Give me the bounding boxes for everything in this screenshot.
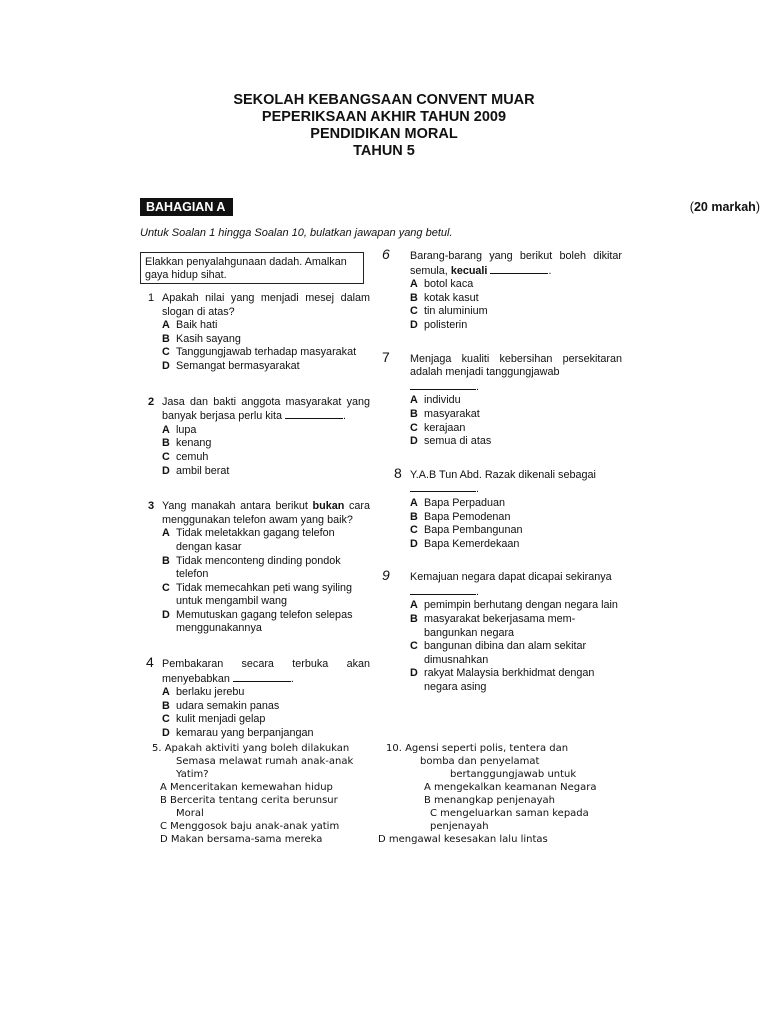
question-stem: Pembakaran secara terbuka akan menyebabkan .	[162, 658, 370, 685]
option-letter: A	[410, 496, 418, 509]
option-d	[410, 538, 622, 552]
option-a	[162, 527, 370, 554]
option-c	[162, 451, 370, 465]
option-b	[162, 700, 370, 714]
option: A mengekalkan keamanan Negara	[424, 782, 597, 793]
question-number: 2	[148, 395, 155, 408]
option-d	[162, 609, 370, 636]
option-d	[410, 435, 622, 449]
question-stem: Menjaga kualiti kebersihan persekitaran adalah menjadi tanggungjawab .	[410, 352, 622, 393]
option-text: Memutuskan gagang telefon selepas menggunakannya	[176, 608, 353, 635]
option-b	[162, 437, 370, 451]
right-column	[382, 246, 622, 695]
option-letter: B	[162, 437, 170, 450]
option-a	[162, 424, 370, 438]
option-b	[410, 511, 622, 525]
question-line: 10. Agensi seperti polis, tentera dan	[386, 743, 569, 754]
option-c	[162, 582, 370, 609]
option-text: Bapa Pembangunan	[424, 524, 523, 537]
option: C Menggosok baju anak-anak yatim	[160, 821, 340, 832]
option: C mengeluarkan saman kepada	[430, 808, 589, 819]
question-stem: Jasa dan bakti anggota masyarakat yang banyak berjasa perlu kita .	[162, 395, 370, 423]
option-b	[410, 408, 622, 422]
option-text: individu	[424, 394, 461, 407]
option-letter: B	[410, 510, 418, 523]
question-number: 9	[382, 567, 390, 584]
option-letter: A	[162, 527, 170, 540]
option-a	[162, 686, 370, 700]
question-10	[378, 742, 618, 846]
question-number: 4	[146, 654, 154, 671]
question-number: 8	[394, 464, 402, 481]
option-letter: A	[162, 423, 170, 436]
option-b	[162, 555, 370, 582]
option-text: Baik hati	[176, 319, 218, 332]
option-d	[162, 727, 370, 741]
question-number: 1	[148, 292, 155, 304]
option-letter: C	[162, 346, 170, 359]
option-letter: B	[410, 407, 418, 420]
question-number: 6	[382, 246, 390, 262]
option-a	[162, 319, 370, 333]
exam-name: PEPERIKSAAN AKHIR TAHUN 2009	[261, 109, 507, 125]
exam-header	[0, 92, 768, 160]
option-text: lupa	[176, 423, 197, 436]
option-letter: B	[162, 332, 170, 345]
option-text: Tidak meletakkan gagang telefon dengan kasar	[176, 527, 335, 553]
question-stem: Yang manakah antara berikut bukan cara menggunakan telefon awam yang baik?	[162, 500, 370, 526]
option-d	[162, 360, 370, 374]
question-number: 3	[148, 500, 155, 513]
left-column	[148, 292, 370, 741]
question-8	[384, 464, 622, 552]
option: D Makan bersama-sama mereka	[160, 834, 323, 845]
option-letter: D	[162, 727, 170, 740]
option-letter: C	[410, 640, 418, 653]
question-stem: Y.A.B Tun Abd. Razak dikenali sebagai .	[410, 468, 596, 496]
option-c	[410, 640, 622, 667]
option-letter: A	[162, 319, 170, 332]
option-letter: B	[410, 291, 418, 304]
option-text: cemuh	[176, 450, 209, 463]
option-b	[162, 333, 370, 347]
option-b	[410, 292, 622, 306]
option-letter: C	[162, 713, 170, 726]
option-d	[162, 465, 370, 479]
option-text: semua di atas	[424, 435, 492, 448]
option-text: bangunan dibina dan alam sekitar dimusnahkan	[424, 640, 587, 666]
option: A Menceritakan kemewahan hidup	[160, 782, 333, 793]
option: B menangkap penjenayah	[424, 795, 555, 806]
option-d	[410, 667, 622, 694]
option-text: masyarakat	[424, 407, 480, 420]
option-text: botol kaca	[424, 278, 474, 291]
option-text: Bapa Kemerdekaan	[424, 537, 520, 550]
option-letter: C	[410, 421, 418, 434]
option-a	[410, 497, 622, 511]
option-text: kulit menjadi gelap	[176, 713, 266, 726]
option-c	[162, 346, 370, 360]
option-text: kemarau yang berpanjangan	[176, 727, 314, 740]
question-stem: Barang-barang yang berikut boleh dikitar semula, kecuali .	[410, 250, 622, 277]
question-line: bomba dan penyelamat	[420, 756, 540, 767]
option-text: kerajaan	[424, 421, 466, 434]
question-line: bertanggungjawab untuk	[450, 769, 577, 780]
option-text: Kasih sayang	[176, 332, 241, 345]
option-a	[410, 599, 622, 613]
question-5	[152, 742, 382, 846]
option-text: ambil berat	[176, 464, 230, 477]
question-1	[148, 292, 370, 374]
option-letter: D	[162, 608, 170, 621]
option-text: Semangat bermasyarakat	[176, 359, 300, 372]
option-text: kotak kasut	[424, 291, 479, 304]
option-text: polisterin	[424, 318, 468, 331]
option-letter: D	[410, 667, 418, 680]
option: penjenayah	[430, 821, 489, 832]
question-7	[382, 348, 622, 449]
option-letter: B	[162, 554, 170, 567]
option-letter: A	[410, 278, 418, 291]
question-4	[146, 654, 370, 741]
question-stem: Kemajuan negara dapat dicapai sekiranya .	[410, 571, 612, 598]
section-label: BAHAGIAN A	[140, 198, 233, 216]
option-letter: D	[410, 537, 418, 550]
option-letter: C	[410, 524, 418, 537]
question-line: Yatim?	[176, 769, 209, 780]
option-letter: B	[162, 699, 170, 712]
question-2	[148, 396, 370, 479]
option-text: udara semakin panas	[176, 699, 280, 712]
option-letter: C	[410, 305, 418, 318]
option-c	[410, 422, 622, 436]
section-bar	[140, 198, 760, 218]
option-text: rakyat Malaysia berkhidmat dengan negara asing	[424, 667, 595, 694]
option-letter: C	[162, 581, 170, 594]
question-3	[148, 500, 370, 636]
option-c	[410, 305, 622, 319]
option-letter: A	[162, 686, 170, 699]
instruction: Untuk Soalan 1 hingga Soalan 10, bulatkan jawapan yang betul.	[140, 227, 453, 239]
option-letter: A	[410, 599, 418, 612]
option-text: berlaku jerebu	[176, 686, 245, 699]
option-text: Bapa Pemodenan	[424, 510, 511, 523]
option-text: Bapa Perpaduan	[424, 496, 506, 509]
option: B Bercerita tentang cerita berunsur	[160, 795, 338, 806]
option-text: Tidak menconteng dinding pondok telefon	[176, 554, 341, 581]
option-a	[410, 394, 622, 408]
option: Moral	[176, 808, 204, 819]
subject-name: PENDIDIKAN MORAL	[310, 126, 458, 142]
section-marks: (20 markah)	[689, 200, 760, 214]
option-letter: B	[410, 613, 418, 626]
option-d	[410, 319, 622, 333]
option-letter: D	[162, 359, 170, 372]
year-level: TAHUN 5	[353, 143, 415, 159]
option-letter: D	[162, 464, 170, 477]
option-a	[410, 278, 622, 292]
school-name: SEKOLAH KEBANGSAAN CONVENT MUAR	[233, 92, 535, 108]
option-b	[410, 613, 622, 640]
option-text: Tidak memecahkan peti wang syiling untuk mengambil wang	[176, 581, 353, 608]
option-text: tin aluminium	[424, 305, 488, 318]
question-number: 7	[382, 348, 390, 365]
question-9	[382, 567, 622, 694]
option-text: kenang	[176, 437, 212, 450]
option-letter: A	[410, 394, 418, 407]
option-c	[410, 524, 622, 538]
question-line: Semasa melawat rumah anak-anak	[176, 756, 354, 767]
option-letter: D	[410, 318, 418, 331]
slogan-box: Elakkan penyalahgunaan dadah. Amalkan gaya hidup sihat.	[140, 252, 364, 284]
question-line: 5. Apakah aktiviti yang boleh dilakukan	[152, 743, 350, 754]
option: D mengawal kesesakan lalu lintas	[378, 834, 548, 845]
option-c	[162, 713, 370, 727]
question-6	[382, 246, 622, 333]
option-text: pemimpin berhutang dengan negara lain	[424, 599, 618, 612]
option-letter: D	[410, 435, 418, 448]
question-stem: Apakah nilai yang menjadi mesej dalam slogan di atas?	[162, 292, 370, 318]
option-text: Tanggungjawab terhadap masyarakat	[176, 346, 357, 359]
option-text: masyarakat bekerjasama mem-bangunkan negara	[424, 613, 576, 639]
option-letter: C	[162, 450, 170, 463]
